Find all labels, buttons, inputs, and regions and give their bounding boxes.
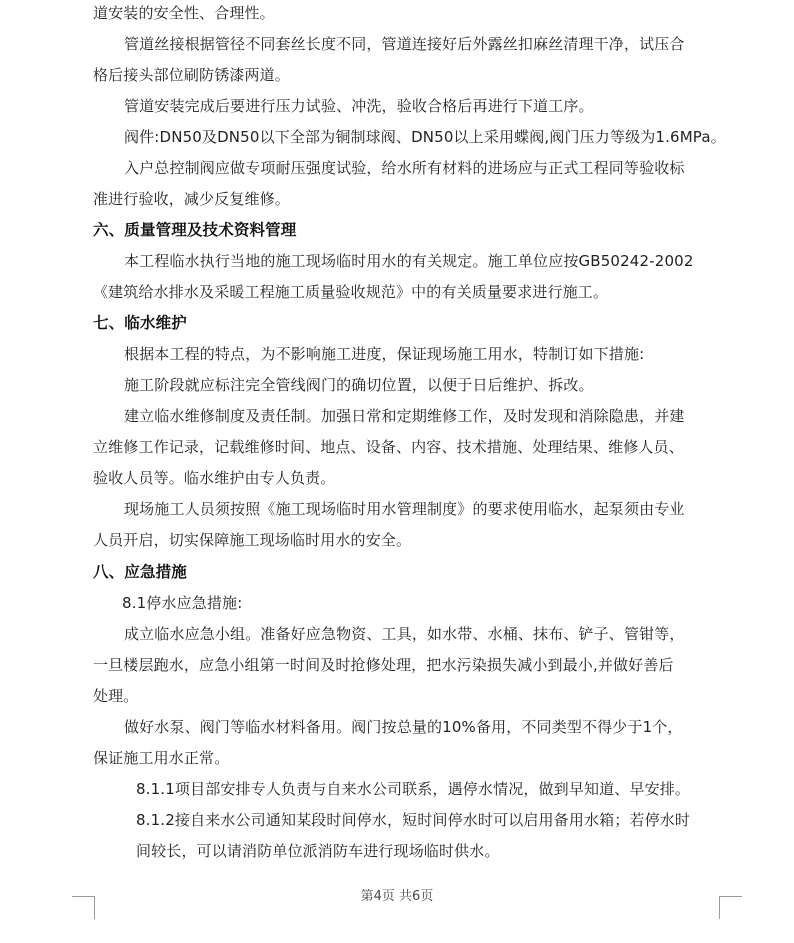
margin-corner-mark-left [72,896,95,919]
body-text-line: 间较长，可以请消防单位派消防车进行现场临时供水。 [136,842,500,860]
body-text-line: 《建筑给水排水及采暖工程施工质量验收规范》中的有关质量要求进行施工。 [93,283,609,301]
body-text-line: 管道丝接根据管径不同套丝长度不同，管道连接好后外露丝扣麻丝清理干净，试压合 [124,35,685,53]
body-text-line: 建立临水维修制度及责任制。加强日常和定期维修工作，及时发现和消除隐患，并建 [124,407,685,425]
section-heading-quality: 六、质量管理及技术资料管理 [93,221,297,239]
body-text-line: 施工阶段就应标注完全管线阀门的确切位置，以便于日后维护、拆改。 [124,376,594,394]
body-text-line: 准进行验收，减少反复维修。 [93,190,290,208]
body-text-line: 根据本工程的特点，为不影响施工进度，保证现场施工用水，特制订如下措施: [124,345,645,363]
body-text-line: 8.1.2接自来水公司通知某段时间停水，短时间停水时可以启用备用水箱；若停水时 [136,811,691,829]
body-text-line: 现场施工人员须按照《施工现场临时用水管理制度》的要求使用临水，起泵须由专业 [124,500,685,518]
body-text-line: 8.1.1项目部安排专人负责与自来水公司联系，遇停水情况，做到早知道、早安排。 [136,780,691,798]
body-text-line: 验收人员等。临水维护由专人负责。 [93,469,336,487]
section-heading-maintenance: 七、临水维护 [93,314,187,332]
body-text-line: 处理。 [93,687,139,705]
body-text-line: 人员开启，切实保障施工现场临时用水的安全。 [93,531,412,549]
subsection-heading: 8.1停水应急措施: [122,594,243,612]
body-text-line: 阀件:DN50及DN50以下全部为铜制球阀、DN50以上采用蝶阀,阀门压力等级为1.6MPa。 [124,128,726,146]
body-text-line: 格后接头部位刷防锈漆两道。 [93,66,290,84]
section-heading-emergency: 八、应急措施 [93,563,187,581]
body-text-line: 一旦楼层跑水，应急小组第一时间及时抢修处理，把水污染损失减小到最小,并做好善后 [93,656,674,674]
margin-corner-mark-right [719,896,742,919]
body-text-line: 成立临水应急小组。准备好应急物资、工具，如水带、水桶、抹布、铲子、管钳等， [124,625,685,643]
body-text-line: 做好水泵、阀门等临水材料备用。阀门按总量的10%备用，不同类型不得少于1个， [124,718,683,736]
body-text-line: 保证施工用水正常。 [93,749,230,767]
body-text-line: 道安装的安全性、合理性。 [93,4,275,22]
body-text-line: 本工程临水执行当地的施工现场临时用水的有关规定。施工单位应按GB50242-2002 [124,252,694,270]
page-number-footer: 第4页 共6页 [360,889,434,904]
body-text-line: 立维修工作记录，记载维修时间、地点、设备、内容、技术措施、处理结果、维修人员、 [93,438,684,456]
body-text-line: 管道安装完成后要进行压力试验、冲洗，验收合格后再进行下道工序。 [124,97,594,115]
body-text-line: 入户总控制阀应做专项耐压强度试验，给水所有材料的进场应与正式工程同等验收标 [124,159,685,177]
